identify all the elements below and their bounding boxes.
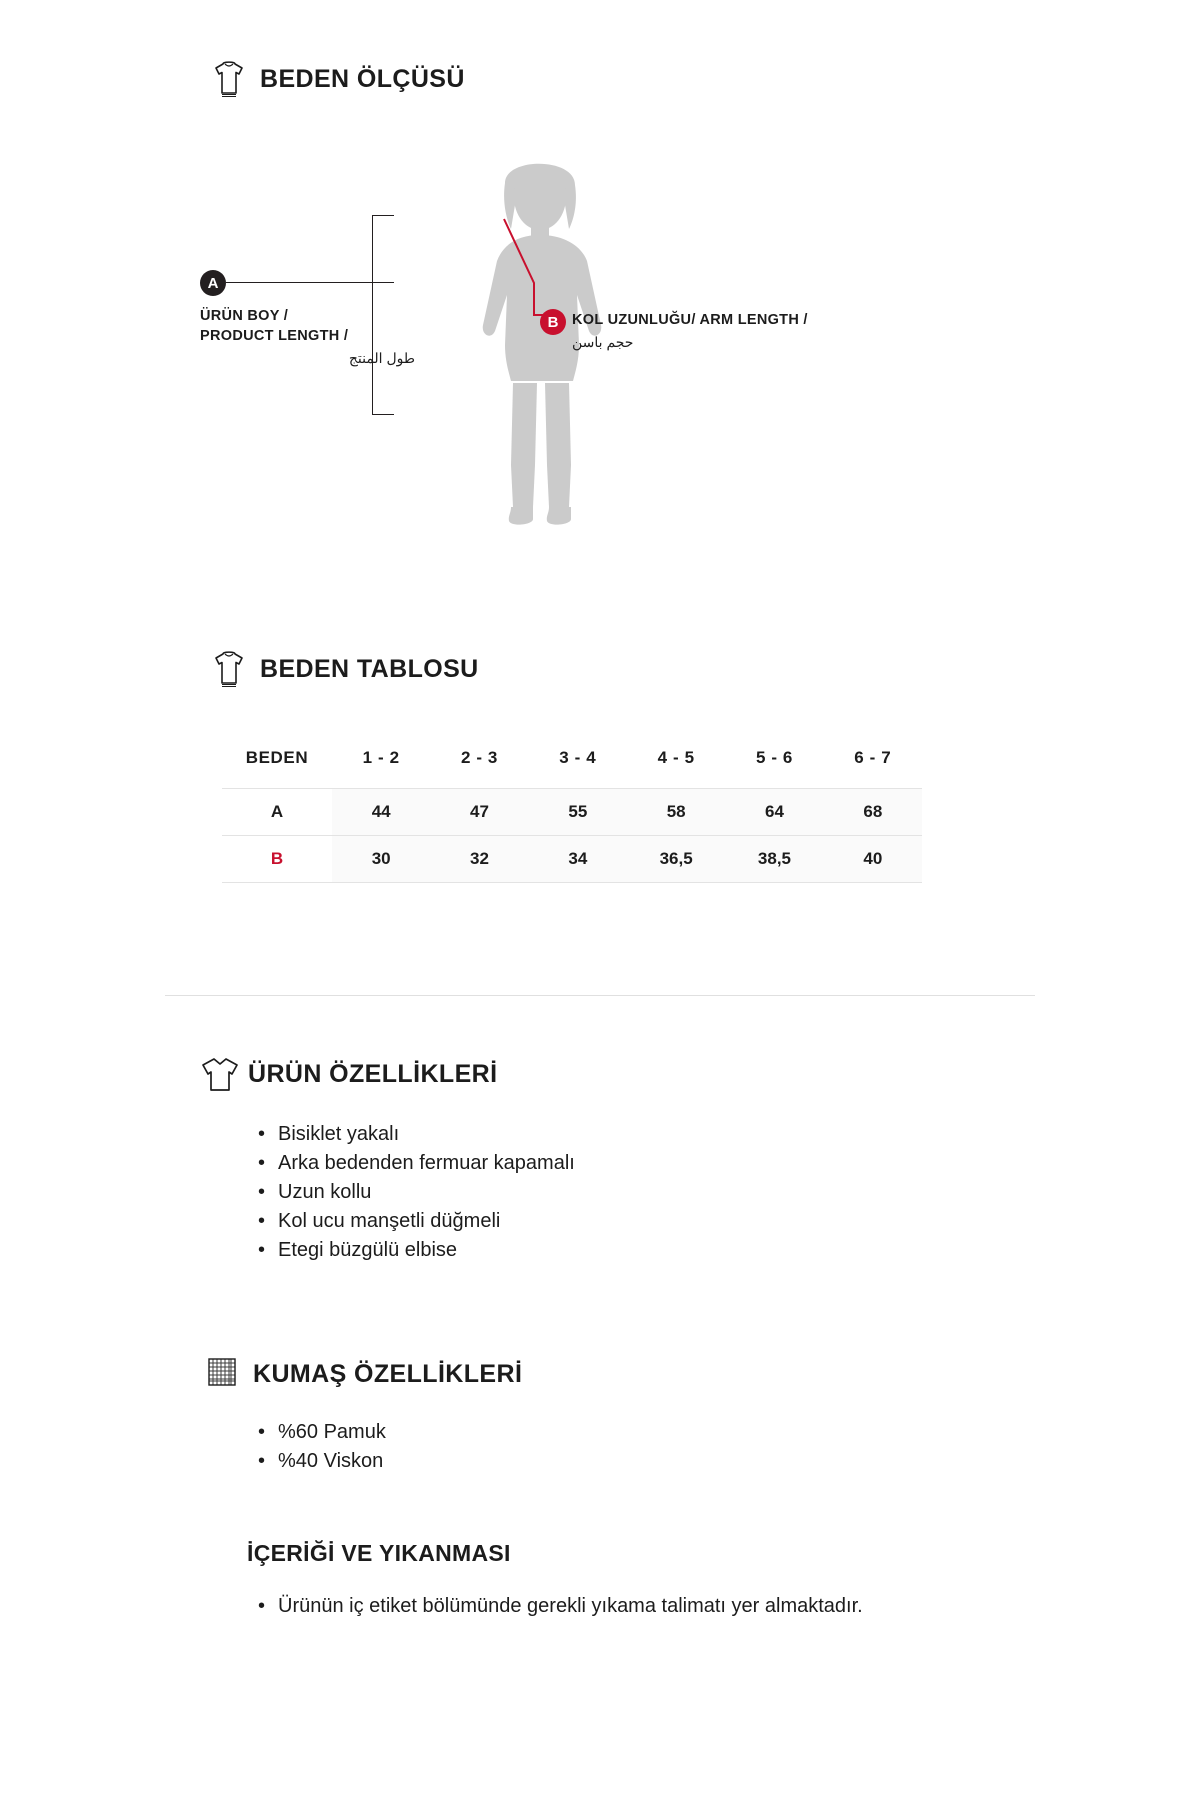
table-col-header: 3 - 4 <box>559 748 597 767</box>
table-cell: 58 <box>627 789 725 836</box>
table-cell: 30 <box>332 836 430 883</box>
table-cell: 68 <box>824 789 922 836</box>
shirt-icon <box>212 60 246 98</box>
table-cell: 38,5 <box>725 836 823 883</box>
table-cell: 47 <box>430 789 528 836</box>
list-item: • Arka bedenden fermuar kapamalı <box>258 1149 878 1178</box>
size-measure-title: BEDEN ÖLÇÜSÜ <box>260 64 465 93</box>
fabric-features-heading <box>205 1355 522 1393</box>
table-row <box>222 836 922 883</box>
washing-list <box>258 1592 918 1621</box>
table-cell: 40 <box>824 836 922 883</box>
table-cell: 55 <box>529 789 627 836</box>
table-row-label: A <box>222 789 332 836</box>
list-item: • Kol ucu manşetli düğmeli <box>258 1207 878 1236</box>
table-col-header: 2 - 3 <box>460 748 498 767</box>
list-item: • %60 Pamuk <box>258 1418 758 1447</box>
label-arm-length <box>572 310 952 353</box>
fabric-features-list <box>258 1418 758 1476</box>
list-item: • Bisiklet yakalı <box>258 1120 878 1149</box>
product-features-list <box>258 1120 878 1265</box>
measurement-figure <box>200 135 1000 535</box>
label-product-length <box>200 307 415 368</box>
table-cell: 32 <box>430 836 528 883</box>
tshirt-icon <box>200 1055 234 1093</box>
shirt-icon <box>212 650 246 688</box>
size-table-title: BEDEN TABLOSU <box>260 654 479 683</box>
label-a-ar: طول المنتج <box>348 350 415 367</box>
label-a-tr: ÜRÜN BOY / <box>200 308 289 324</box>
size-table <box>222 735 922 883</box>
size-table-wrapper <box>222 735 922 883</box>
list-item: • Uzun kollu <box>258 1178 878 1207</box>
table-col-header: BEDEN <box>245 748 309 767</box>
table-cell: 44 <box>332 789 430 836</box>
label-a-en: PRODUCT LENGTH / <box>200 327 349 344</box>
table-col-header: 5 - 6 <box>755 748 793 767</box>
marker-b: B <box>540 309 566 335</box>
table-col-header: 4 - 5 <box>657 748 695 767</box>
table-cell: 64 <box>725 789 823 836</box>
table-cell: 36,5 <box>627 836 725 883</box>
fabric-features-title: KUMAŞ ÖZELLİKLERİ <box>253 1359 523 1388</box>
product-features-heading <box>200 1055 497 1093</box>
section-divider <box>165 995 1035 996</box>
label-b-ar: حجم باسن <box>572 334 634 351</box>
table-col-header: 1 - 2 <box>362 748 400 767</box>
list-item: • %40 Viskon <box>258 1447 758 1476</box>
size-measure-heading <box>212 60 465 98</box>
table-cell: 34 <box>529 836 627 883</box>
table-header-row <box>222 735 922 789</box>
table-row-label: B <box>222 836 332 883</box>
size-table-heading <box>212 650 479 688</box>
product-features-title: ÜRÜN ÖZELLİKLERİ <box>248 1059 498 1088</box>
fabric-swatch-icon <box>205 1355 239 1393</box>
list-item: • Ürünün iç etiket bölümünde gerekli yıkama talimatı yer almaktadır. <box>258 1592 918 1621</box>
list-item: • Etegi büzgülü elbise <box>258 1236 878 1265</box>
marker-a: A <box>200 270 226 296</box>
table-row <box>222 789 922 836</box>
table-col-header: 6 - 7 <box>854 748 892 767</box>
length-leader-line <box>226 282 394 283</box>
washing-heading: İÇERİĞİ VE YIKANMASI <box>247 1540 511 1566</box>
label-b-text: KOL UZUNLUĞU/ ARM LENGTH / <box>572 312 808 328</box>
